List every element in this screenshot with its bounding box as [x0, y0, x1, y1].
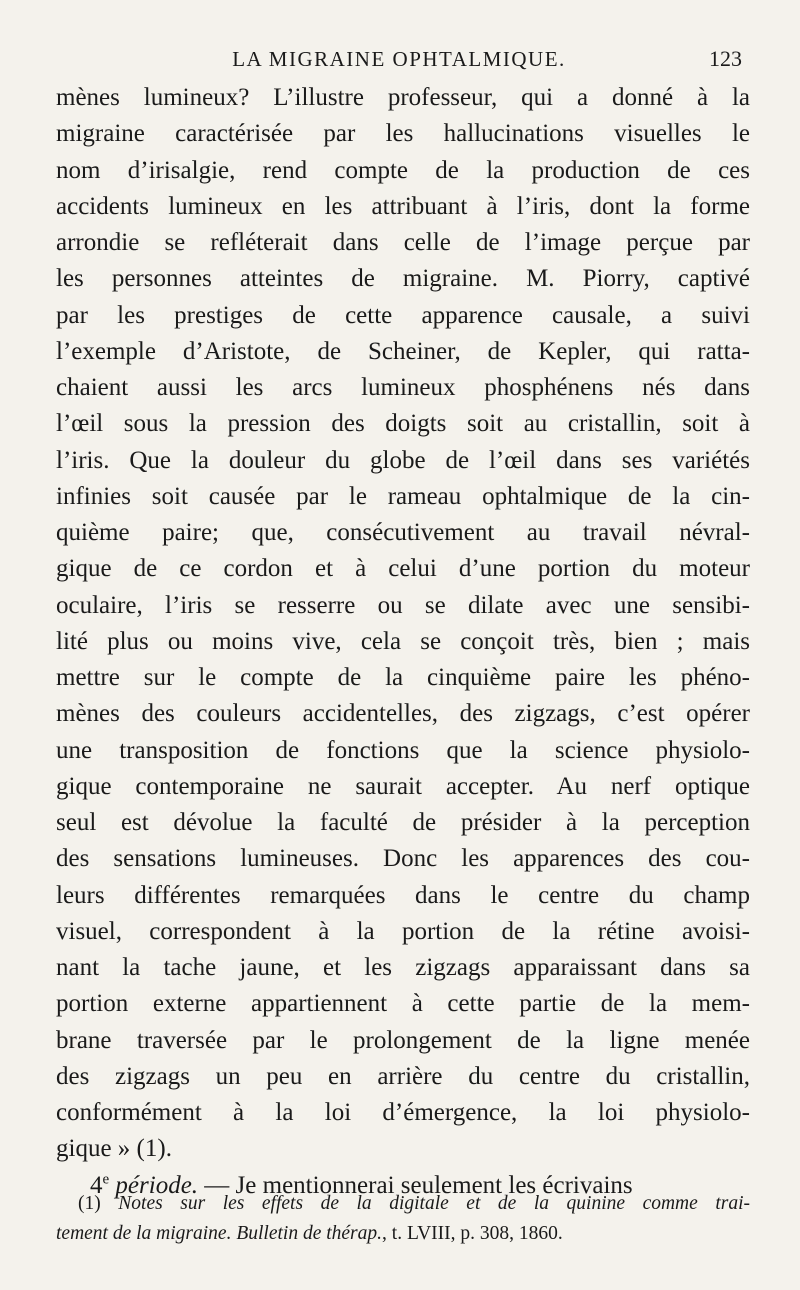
text-line: gique contemporaine ne saurait accepter. Au nerf optique — [56, 772, 750, 800]
text-line: mettre sur le compte de la cinquième paire les phéno- — [56, 664, 750, 691]
period-number: 4 — [90, 1171, 103, 1199]
footnote-line — [56, 1219, 750, 1249]
period-superscript: e — [102, 1171, 110, 1188]
text-line: des zigzags un peu en arrière du centre du cristallin, — [56, 1062, 750, 1090]
text-line: visuel, correspondent à la portion de la rétine avoisi- — [56, 917, 750, 945]
text-line: nom d’irisalgie, rend compte de la production de ces — [56, 156, 750, 184]
text-line: des sensations lumineuses. Donc les apparences des cou- — [56, 845, 750, 873]
text-line: brane traversée par le prolongement de la ligne menée — [56, 1026, 750, 1054]
text-line: accidents lumineux en les attribuant à l’iris, dont la forme — [56, 192, 750, 220]
text-line: portion externe appartiennent à cette partie de la mem- — [56, 990, 750, 1018]
period-rest: — Je mentionnerai seulement les écrivains — [198, 1171, 633, 1199]
footnote-title-end: tement de la migraine. — [56, 1223, 232, 1244]
footnote-journal: Bulletin de thérap. — [236, 1223, 383, 1244]
text-line: les personnes atteintes de migraine. M. Piorry, captivé — [56, 265, 750, 293]
body-text — [56, 80, 750, 1204]
text-line: infinies soit causée par le rameau ophtalmique de la cin- — [56, 482, 750, 510]
text-line: une transposition de fonctions que la science physiolo- — [56, 736, 750, 764]
text-line: l’œil sous la pression des doigts soit au cristallin, soit à — [56, 410, 750, 438]
text-line: chaient aussi les arcs lumineux phosphénens nés dans — [56, 374, 750, 401]
footnote-marker: (1) — [78, 1193, 119, 1214]
footnote-title: Notes sur les effets de la digitale et de la quinine comme trai- — [118, 1193, 750, 1214]
text-line: l’iris. Que la douleur du globe de l’œil dans ses variétés — [56, 446, 750, 474]
text-line: quième paire; que, consécutivement au travail névral- — [56, 519, 750, 546]
text-line: migraine caractérisée par les hallucinations visuelles le — [56, 120, 750, 148]
footnote-citation: , t. LVIII, p. 308, 1860. — [382, 1223, 563, 1244]
running-head — [56, 44, 742, 74]
text-line: lité plus ou moins vive, cela se conçoit très, bien ; mais — [56, 627, 750, 655]
text-line: gique de ce cordon et à celui d’une portion du moteur — [56, 555, 750, 583]
text-line: seul est dévolue la faculté de présider à la perception — [56, 809, 750, 836]
text-line: conformément à la loi d’émergence, la loi physiolo- — [56, 1099, 750, 1126]
text-line: arrondie se refléterait dans celle de l’image perçue par — [56, 229, 750, 256]
text-line: gique » (1). — [56, 1135, 172, 1163]
page-number: 123 — [709, 46, 742, 71]
text-line: par les prestiges de cette apparence causale, a suivi — [56, 301, 750, 329]
running-title: LA MIGRAINE OPHTALMIQUE. — [232, 47, 566, 71]
text-line: mènes des couleurs accidentelles, des zigzags, c’est opérer — [56, 700, 750, 728]
period-word: période. — [115, 1171, 199, 1199]
text-line: nant la tache jaune, et les zigzags apparaissant dans sa — [56, 954, 750, 981]
text-line: mènes lumineux? L’illustre professeur, qui a donné à la — [56, 84, 750, 111]
footnote-line — [56, 1189, 750, 1219]
text-line: l’exemple d’Aristote, de Scheiner, de Kepler, qui ratta- — [56, 337, 750, 365]
footnote — [56, 1189, 750, 1249]
text-line: oculaire, l’iris se resserre ou se dilate avec une sensibi- — [56, 591, 750, 619]
text-line: leurs différentes remarquées dans le centre du champ — [56, 881, 750, 909]
